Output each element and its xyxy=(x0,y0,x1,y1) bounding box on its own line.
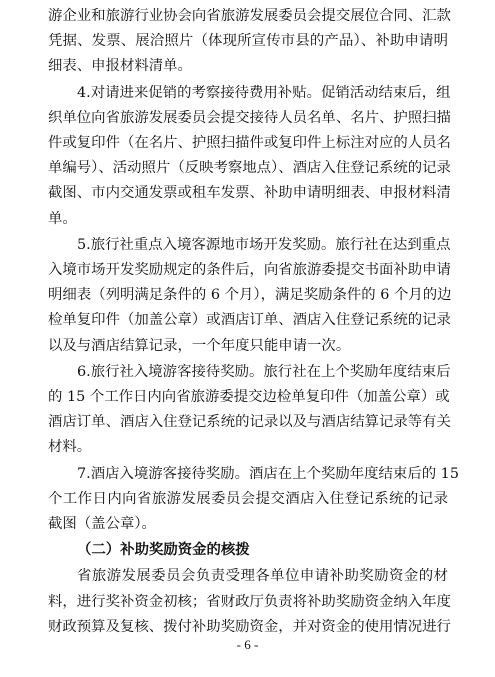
text-line: 6.旅行社入境游客接待奖励。旅行社在上个奖励年度结束后 xyxy=(77,363,451,380)
text-line: 入境市场开发奖励规定的条件后，向省旅游委提交书面补助申请 xyxy=(48,262,451,278)
text-line: 凭据、发票、展洽照片（体现所宣传市县的产品）、补助申请明 xyxy=(48,33,448,50)
text-line: 检单复印件（加盖公章）或酒店订单、酒店入住登记系统的记录 xyxy=(48,312,451,329)
page-number: - 6 - xyxy=(236,637,259,652)
text-line: 省旅游发展委员会负责受理各单位申请补助奖励资金的材 xyxy=(77,568,448,585)
text-line: 7.酒店入境游客接待奖励。酒店在上个奖励年度结束后的 15 xyxy=(77,465,459,482)
text-line: 材料。 xyxy=(48,439,92,456)
text-line: 以及与酒店结算记录，一个年度只能申请一次。 xyxy=(48,337,351,354)
text-line: 截图（盖公章）。 xyxy=(48,516,156,532)
text-line: 个工作日内向省旅游发展委员会提交酒店入住登记系统的记录 xyxy=(48,490,448,507)
text-line: 件或复印件（在名片、护照扫描件或复印件上标注对应的人员名 xyxy=(48,135,451,151)
text-line: 截图、市内交通发票或租车发票、补助申请明细表、申报材料清 xyxy=(48,185,451,202)
text-line: 料，进行奖补资金初核；省财政厅负责将补助奖励资金纳入年度 xyxy=(48,593,451,610)
text-line: 游企业和旅游行业协会向省旅游发展委员会提交展位合同、汇款 xyxy=(48,8,451,24)
text-line: 单编号）、活动照片（反映考察地点）、酒店入住登记系统的记录 xyxy=(48,160,451,177)
text-line: 4.对请进来促销的考察接待费用补贴。促销活动结束后，组 xyxy=(77,84,451,101)
text-line: 单。 xyxy=(48,210,77,227)
text-line: 细表、申报材料清单。 xyxy=(48,58,192,75)
text-line: 5.旅行社重点入境客源地市场开发奖励。旅行社在达到重点 xyxy=(77,236,451,253)
text-line: 酒店订单、酒店入住登记系统的记录以及与酒店结算记录等有关 xyxy=(48,414,451,431)
section-heading: （二）补助奖励资金的核拨 xyxy=(77,542,250,559)
text-line: 的 15 个工作日内向省旅游委提交边检单复印件（加盖公章）或 xyxy=(48,389,450,405)
text-line: 明细表（列明满足条件的 6 个月），满足奖励条件的 6 个月的边 xyxy=(48,287,452,304)
text-line: 财政预算及复核、拨付补助奖励资金，并对资金的使用情况进行 xyxy=(48,618,451,635)
text-line: 织单位向省旅游发展委员会提交接待人员名单、名片、护照扫描 xyxy=(48,109,451,126)
